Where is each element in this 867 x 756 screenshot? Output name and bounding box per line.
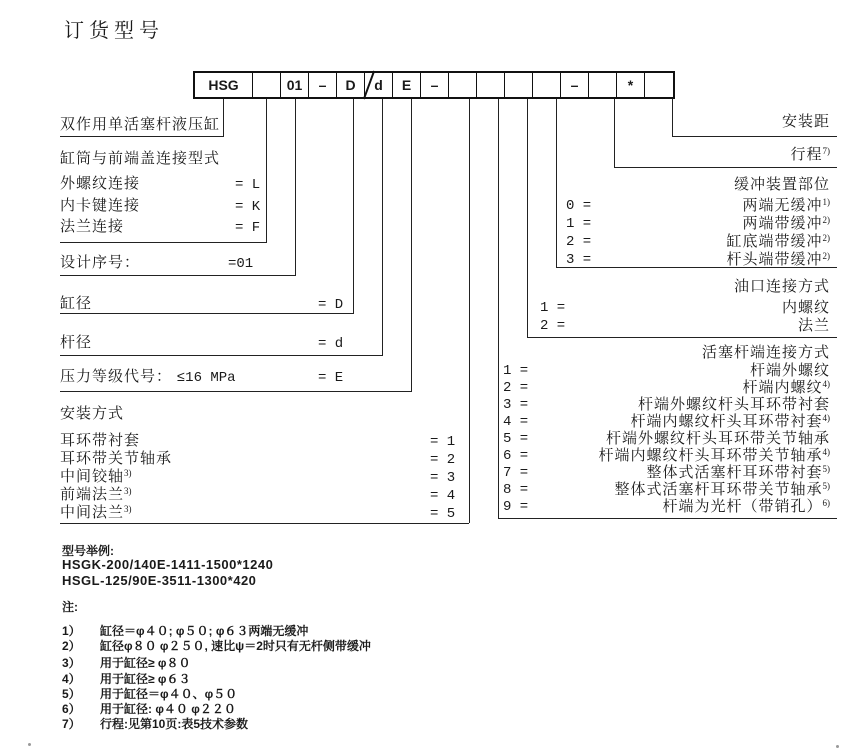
cushion-row <box>566 197 830 217</box>
model-code-cell-rod: d <box>365 73 393 97</box>
mount-style-row <box>60 432 456 452</box>
cushion-row <box>566 251 830 271</box>
label-text: 杆头端带缓冲 <box>726 252 823 268</box>
model-code-cell-oil-port <box>505 73 533 97</box>
model-code-cell-mount <box>449 73 477 97</box>
row-footnote-ref: 2) <box>822 215 830 225</box>
row-label: 外螺纹连接 <box>60 176 141 192</box>
connector-line <box>527 99 528 337</box>
row-code: 2 = <box>503 380 529 396</box>
connector-line <box>498 99 499 518</box>
note-row <box>62 715 248 732</box>
connector-line <box>223 99 224 136</box>
connector-line <box>614 167 837 168</box>
row-footnote-ref: 3) <box>124 504 132 514</box>
model-code-cell-cushion <box>533 73 561 97</box>
note-number: 6） <box>62 702 81 716</box>
row-footnote-ref: 3) <box>124 486 132 496</box>
label-text: 缸底端带缓冲 <box>726 234 823 250</box>
row-label: 内螺纹 <box>781 300 830 316</box>
row-code: = F <box>235 220 261 236</box>
row-code: 5 = <box>503 431 529 447</box>
label-text: 杆端外螺纹杆头耳环带关节轴承 <box>605 431 830 447</box>
row-label <box>742 197 830 217</box>
connector-line <box>295 99 296 275</box>
row-label: 耳环带衬套 <box>60 433 141 449</box>
connector-line <box>527 337 837 338</box>
model-code-cell-mount-distance <box>645 73 673 97</box>
row-label: 中间法兰 <box>60 505 125 521</box>
note-row <box>62 654 191 671</box>
connector-line <box>60 355 383 356</box>
mount-style-row <box>60 450 456 470</box>
model-code-cell-series: HSG <box>195 73 253 97</box>
connector-line <box>498 518 837 519</box>
row-label: 前端法兰 <box>60 487 125 503</box>
label-text: 缓冲装置部位 <box>733 177 830 193</box>
examples-header: 型号举例: <box>62 544 114 558</box>
row-code: 2 = <box>566 234 592 250</box>
label-text: 整体式活塞杆耳环带衬套 <box>646 465 823 481</box>
model-code-cell-dash: – <box>309 73 337 97</box>
row-code: = 2 <box>430 452 456 468</box>
note-number: 7） <box>62 717 81 731</box>
row-footnote-ref: 2) <box>822 233 830 243</box>
row-label: 设计序号： <box>60 255 141 271</box>
note-number: 4） <box>62 672 81 686</box>
row-code: 1 = <box>540 300 566 316</box>
note-number: 3） <box>62 656 81 670</box>
label-text: 杆端内螺纹 <box>742 380 823 396</box>
row-footnote-ref: 4) <box>822 379 830 389</box>
label-text: 安装距 <box>781 114 830 130</box>
row-label: 缸径 <box>60 296 93 312</box>
row-code: 9 = <box>503 499 529 515</box>
pressure-row <box>60 368 344 388</box>
row-code: = 5 <box>430 506 456 522</box>
row-code: 8 = <box>503 482 529 498</box>
row-code: = 1 <box>430 434 456 450</box>
connector-line <box>60 242 267 243</box>
label-text: 杆端为光杆（带销孔） <box>662 499 823 515</box>
mount-style-row <box>60 486 456 506</box>
pressure-spec: ≤16 MPa <box>176 370 236 386</box>
note-text: 用于缸径≥ φ６３ <box>100 672 191 686</box>
conn-type-row <box>60 218 261 237</box>
label-text: 杆端外螺纹杆头耳环带衬套 <box>637 397 830 413</box>
connector-line <box>60 391 412 392</box>
model-code-cell-dash: – <box>561 73 589 97</box>
note-number: 1） <box>62 624 81 638</box>
mount-style-row <box>60 468 456 488</box>
notes-header: 注: <box>62 600 78 614</box>
page-mark <box>836 745 839 748</box>
row-code: = L <box>235 177 261 193</box>
conn-type-header <box>60 150 220 169</box>
row-code: = K <box>235 199 261 215</box>
example-model-number: HSGK-200/140E-1411-1500*1240 <box>62 557 274 572</box>
cushion-row <box>566 215 830 235</box>
model-code-boxes <box>193 71 675 99</box>
row-code: = 4 <box>430 488 456 504</box>
row-footnote-ref: 4) <box>822 413 830 423</box>
stroke-label <box>530 146 830 166</box>
row-code: =01 <box>228 256 254 272</box>
note-text: 缸径＝φ４０; φ５０; φ６３两端无缓冲 <box>100 624 309 638</box>
conn-type-row <box>60 175 261 194</box>
row-label: 杆径 <box>60 335 93 351</box>
connector-line <box>60 275 296 276</box>
row-label: 压力等级代号： <box>60 369 173 385</box>
row-footnote-ref: 5) <box>822 481 830 491</box>
label-text: 两端带缓冲 <box>742 216 823 232</box>
row-label: 法兰连接 <box>60 219 125 235</box>
model-code-cell-star: * <box>617 73 645 97</box>
note-text: 用于缸径＝φ４０、φ５０ <box>100 687 238 701</box>
note-text: 用于缸径: φ４０ φ２２０ <box>100 702 236 716</box>
label-text: 杆端内螺纹杆头耳环带衬套 <box>630 414 823 430</box>
row-footnote-ref: 6) <box>822 498 830 508</box>
row-code: 1 = <box>566 216 592 232</box>
connector-line <box>353 99 354 313</box>
label-text: 杆端外螺纹 <box>749 363 830 379</box>
row-label: 耳环带关节轴承 <box>60 451 173 467</box>
oil-port-header <box>530 278 830 297</box>
note-text: 用于缸径≥ φ８０ <box>100 656 191 670</box>
row-code: = D <box>318 297 344 313</box>
row-code: 2 = <box>540 318 566 334</box>
mount-style-header <box>60 405 124 424</box>
row-label: 内卡键连接 <box>60 198 141 214</box>
note-text: 缸径φ８０ φ２５０, 速比ψ＝2时只有无杆侧带缓冲 <box>100 639 371 653</box>
row-label: 法兰 <box>797 318 830 334</box>
model-code-cell-stroke <box>589 73 617 97</box>
row-code: = 3 <box>430 470 456 486</box>
row-code: 6 = <box>503 448 529 464</box>
connector-line <box>60 313 354 314</box>
row-footnote-ref: 1) <box>822 197 830 207</box>
design-no-row <box>60 254 254 273</box>
connector-line <box>266 99 267 242</box>
label-text: 双作用单活塞杆液压缸 <box>60 117 221 133</box>
label-double-acting-cylinder <box>60 116 220 135</box>
row-code: 3 = <box>566 252 592 268</box>
oil-port-row <box>540 299 830 318</box>
label-text: 安装方式 <box>60 406 125 422</box>
model-code-cell-bore: D <box>337 73 365 97</box>
row-code: 0 = <box>566 198 592 214</box>
connector-line <box>411 99 412 391</box>
example-model-number: HSGL-125/90E-3511-1300*420 <box>62 573 257 588</box>
row-label: 中间铰轴 <box>60 469 125 485</box>
label-text: 整体式活塞杆耳环带关节轴承 <box>614 482 823 498</box>
page-mark <box>28 743 31 746</box>
label-text: 缸筒与前端盖连接型式 <box>60 151 221 167</box>
oil-port-row <box>540 317 830 336</box>
row-code: 7 = <box>503 465 529 481</box>
row-label <box>742 215 830 235</box>
connector-line <box>60 136 224 137</box>
page-title: 订货型号 <box>64 20 164 42</box>
connector-line <box>382 99 383 355</box>
row-footnote-ref: 4) <box>822 447 830 457</box>
model-code-cell-dash: – <box>421 73 449 97</box>
label-text: 两端无缓冲 <box>742 198 823 214</box>
note-number: 5） <box>62 687 81 701</box>
label-text: 活塞杆端连接方式 <box>701 345 830 361</box>
row-label <box>726 233 830 253</box>
cushion-header <box>530 176 830 195</box>
model-code-cell-pressure: E <box>393 73 421 97</box>
bore-row <box>60 295 344 314</box>
cushion-row <box>566 233 830 253</box>
rod-end-row <box>503 498 830 518</box>
model-code-cell-design-no: 01 <box>281 73 309 97</box>
row-label <box>726 251 830 271</box>
row-code: 4 = <box>503 414 529 430</box>
mount-style-row <box>60 504 456 524</box>
note-text: 行程:见第10页:表5技术参数 <box>100 717 249 731</box>
row-footnote-ref: 7) <box>822 146 830 156</box>
conn-type-row <box>60 197 261 216</box>
connector-line <box>469 99 470 523</box>
model-code-cell-rod-end <box>477 73 505 97</box>
row-footnote-ref: 5) <box>822 464 830 474</box>
mount-distance-label <box>530 113 830 133</box>
note-row <box>62 637 371 654</box>
row-code: 3 = <box>503 397 529 413</box>
row-code: 1 = <box>503 363 529 379</box>
model-code-cell-conn-type <box>253 73 281 97</box>
row-footnote-ref: 2) <box>822 251 830 261</box>
label-text: 行程 <box>790 147 823 163</box>
row-footnote-ref: 3) <box>124 468 132 478</box>
row-code: = E <box>318 370 344 386</box>
label-text: 油口连接方式 <box>733 279 830 295</box>
label-text: 杆端内螺纹杆头耳环带关节轴承 <box>598 448 823 464</box>
note-number: 2） <box>62 639 81 653</box>
rod-end-header <box>530 344 830 363</box>
row-label <box>662 498 830 518</box>
connector-line <box>672 136 837 137</box>
rod-row <box>60 334 344 353</box>
row-code: = d <box>318 336 344 352</box>
